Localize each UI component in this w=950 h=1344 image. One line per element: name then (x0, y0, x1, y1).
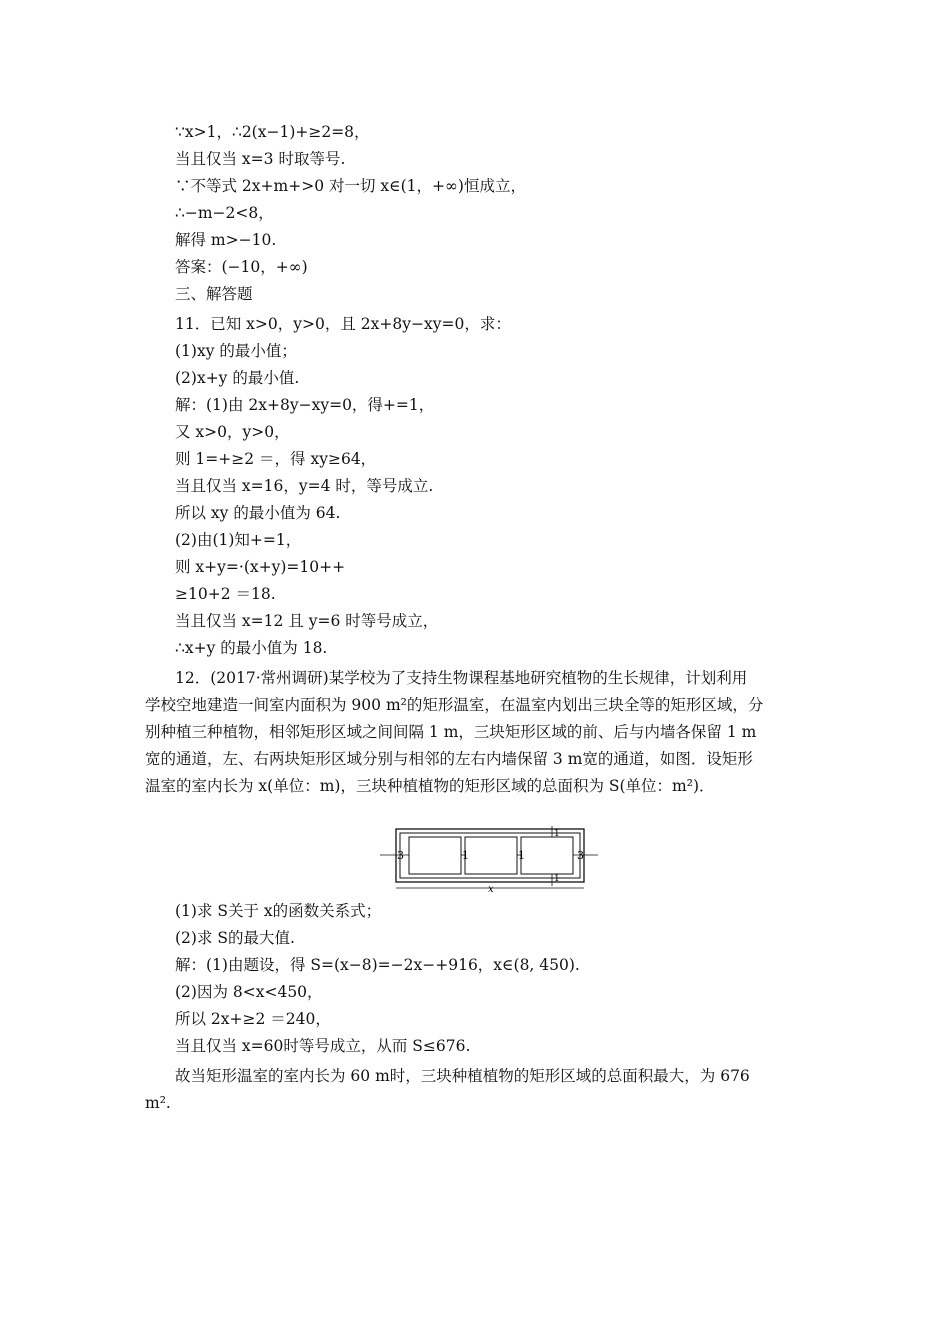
text-line: (2)x+y 的最小值. (175, 369, 300, 387)
text-line: ∵x>1，∴2(x−1)+≥2=8， (175, 123, 370, 141)
text-line: 则 1=+≥2 ＝，得 xy≥64， (175, 450, 377, 468)
text-line: 又 x>0，y>0， (175, 423, 290, 441)
text-line: 所以 2x+≥2 ＝240， (175, 1010, 331, 1028)
text-line: 宽的通道，左、右两块矩形区域分别与相邻的左右内墙保留 3 m宽的通道，如图．设矩形 (145, 750, 753, 768)
problem-11-statement: 11．已知 x>0，y>0，且 2x+8y−xy=0，求： (175, 315, 511, 333)
diagram-label-1: 1 (462, 849, 469, 862)
text-line: ∴x+y 的最小值为 18. (175, 639, 328, 657)
text-line: (1)xy 的最小值； (175, 342, 297, 360)
text-line: (2)由(1)知+=1， (175, 531, 302, 549)
text-line: 所以 xy 的最小值为 64. (175, 504, 341, 522)
text-line: ∴−m−2<8， (175, 204, 274, 222)
text-line: (2)因为 8<x<450， (175, 983, 323, 1001)
problem-12-statement: 12．(2017·常州调研)某学校为了支持生物课程基地研究植物的生长规律，计划利用 (175, 669, 748, 687)
text-line: ≥10+2 ＝18. (175, 585, 276, 603)
text-line: 解得 m>−10. (175, 231, 277, 249)
text-line: 故当矩形温室的室内长为 60 m时，三块种植植物的矩形区域的总面积最大，为 676 (175, 1067, 750, 1085)
section-heading: 三、解答题 (175, 285, 253, 303)
text-line: 温室的室内长为 x(单位：m)，三块种植植物的矩形区域的总面积为 S(单位：m²)． (145, 777, 715, 795)
text-line: 则 x+y=·(x+y)=10++ (175, 558, 346, 576)
text-line: 当且仅当 x=3 时取等号. (175, 150, 346, 168)
diagram-label-3: 3 (397, 849, 404, 862)
text-line: (2)求 S的最大值. (175, 929, 295, 947)
text-line: (1)求 S关于 x的函数关系式； (175, 902, 382, 920)
text-line: 别种植三种植物，相邻矩形区域之间间隔 1 m，三块矩形区域的前、后与内墙各保留 1 m (145, 723, 757, 741)
text-line: m². (145, 1094, 171, 1112)
greenhouse-diagram (378, 826, 598, 894)
text-line: 解：(1)由题设，得 S=(x−8)=−2x−+916，x∈(8, 450). (175, 956, 580, 974)
text-line: ∵不等式 2x+m+>0 对一切 x∈(1，+∞)恒成立， (175, 177, 526, 195)
text-line: 学校空地建造一间室内面积为 900 m²的矩形温室，在温室内划出三块全等的矩形区域，分 (145, 696, 764, 714)
text-line: 解：(1)由 2x+8y−xy=0，得+=1， (175, 396, 435, 414)
diagram-label-x: x (488, 884, 494, 894)
diagram-label-1: 1 (554, 874, 560, 884)
diagram-label-1: 1 (554, 829, 560, 839)
diagram-label-3: 3 (577, 849, 584, 862)
text-line: 当且仅当 x=16，y=4 时，等号成立. (175, 477, 434, 495)
text-line: 当且仅当 x=12 且 y=6 时等号成立， (175, 612, 439, 630)
text-line: 当且仅当 x=60时等号成立，从而 S≤676. (175, 1037, 471, 1055)
diagram-label-1: 1 (518, 849, 525, 862)
answer-line: 答案：(−10，+∞) (175, 258, 308, 276)
